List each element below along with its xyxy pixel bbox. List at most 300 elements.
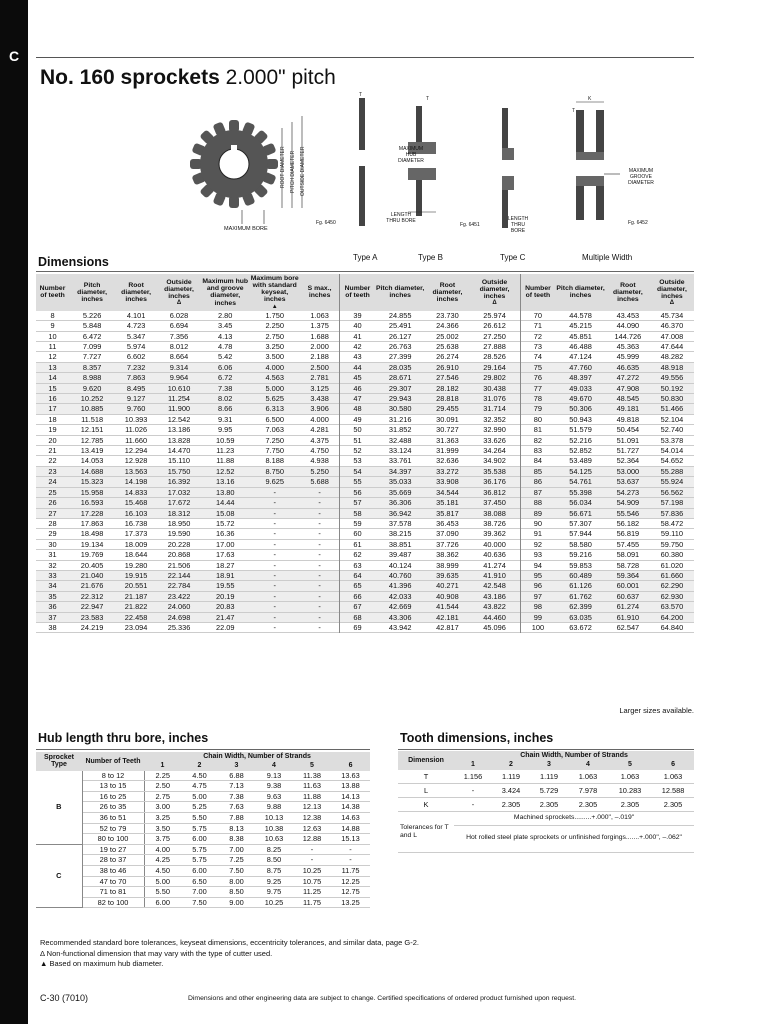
dimensions-cell: 32.352 [483,414,506,424]
dimensions-cell: 57 [340,498,375,508]
dimensions-cell: 7.099 [82,342,102,352]
dimensions-cell: 7.356 [169,331,189,341]
th-strand: 3 [530,760,568,769]
teeth-range-cell: 38 to 46 [82,866,144,877]
dimensions-cell: 40.271 [436,581,459,591]
dimensions-cell: 9 [50,321,55,331]
dimensions-cell: 76 [520,373,555,383]
hub-length-cell: 5.00 [144,876,181,887]
dimensions-cell: 31.714 [483,404,506,414]
dimensions-cell: 55.288 [660,466,684,476]
th-bore-a [249,274,300,311]
dimensions-cell: 43.942 [388,622,412,632]
dimensions-cell: 22 [48,456,57,466]
hub-length-cell: 2.25 [144,771,181,781]
max-bore-label: MAXIMUM BORE [224,226,268,232]
dimensions-cell: 54.909 [616,498,640,508]
dimensions-cell: 23 [48,466,57,476]
dimensions-cell: 13.419 [80,446,104,456]
dimensions-row [36,446,694,456]
dimensions-cell: 92 [520,539,555,549]
dimensions-cell: 6.72 [218,373,233,383]
dimensions-row [36,550,694,560]
dimensions-cell: 31.216 [388,414,412,424]
dimensions-cell: 22.09 [215,622,235,632]
dimensions-cell: 43.186 [483,591,506,601]
dimensions-cell: 19.769 [80,550,104,560]
tooth-value-cell: 1.156 [454,770,492,784]
dimensions-cell: 54 [340,466,375,476]
dimensions-cell: - [273,498,276,508]
dimensions-cell: 50.192 [660,383,684,393]
dimensions-cell: - [318,612,321,622]
dimensions-cell: 42 [340,342,375,352]
dimensions-cell: 58.472 [660,518,684,528]
dimensions-cell: - [273,612,276,622]
dimensions-cell: 54.014 [660,446,684,456]
dimensions-row [36,539,694,549]
hub-length-cell: 9.25 [255,876,293,887]
dimensions-cell: 8.357 [82,362,102,372]
dimensions-cell: 16.593 [80,498,104,508]
hub-length-cell: 8.75 [255,866,293,877]
dimensions-cell: 55.398 [569,487,592,497]
max-groove-diameter-label: MAXIMUM GROOVE DIAMETER [628,168,654,186]
dimensions-cell: 27.399 [388,352,412,362]
dimensions-cell: - [273,529,276,539]
dimensions-cell: 16.103 [124,508,148,518]
tooth-value-cell: 1.119 [492,770,530,784]
dimensions-row [36,498,694,508]
dimensions-row [36,435,694,445]
tooth-value-cell: 12.588 [652,783,694,797]
dimensions-cell: 43.306 [388,612,412,622]
dimensions-cell: 48.918 [660,362,684,372]
dimensions-cell: 94 [520,560,555,570]
hub-length-cell: 7.13 [218,781,255,792]
dimensions-cell: 42.548 [483,581,506,591]
hub-row [36,802,370,813]
dimensions-cell: 31.852 [388,425,412,435]
tooth-value-cell: 3.424 [492,783,530,797]
dimensions-cell: 9.760 [126,404,146,414]
dimensions-cell: 45.851 [569,331,592,341]
dimensions-cell: 48 [340,404,375,414]
dimensions-cell: 34.902 [483,456,506,466]
dimensions-cell: 29.802 [483,373,506,383]
dimensions-cell: 7.063 [265,425,284,435]
tooth-value-cell: 2.305 [652,797,694,811]
dimensions-cell: 32.488 [388,435,412,445]
dimensions-cell: 70 [520,311,555,321]
dimensions-cell: 75 [520,362,555,372]
dimensions-cell: 16.392 [167,477,191,487]
dimensions-cell: 98 [520,602,555,612]
tooth-row [398,783,694,797]
dimensions-cell: 3.250 [265,342,284,352]
dimensions-cell: 27.546 [436,373,459,383]
dimensions-cell: 10.252 [80,394,104,404]
dimensions-cell: 49.181 [616,404,640,414]
hub-length-cell: 12.63 [293,823,331,834]
dimensions-cell: 59 [340,518,375,528]
hub-length-cell: - [293,844,331,855]
th-bore-a-text: Maximum bore with standard keyseat, inches [250,275,299,304]
dimensions-cell: 30.438 [483,383,506,393]
hub-length-cell: 5.25 [181,802,218,813]
dimensions-cell: 4.750 [310,446,329,456]
dimensions-cell: 10.885 [80,404,104,414]
dimensions-cell: 54.273 [616,487,640,497]
dimensions-row [36,581,694,591]
dimensions-cell: 17.373 [124,529,148,539]
sprocket-type-cell: B [36,771,82,845]
dimensions-cell: 99 [520,612,555,622]
dimensions-cell: 14.053 [80,456,104,466]
t-label-c: T [572,108,576,114]
dimensions-cell: - [318,591,321,601]
dimension-name-cell: T [398,770,454,784]
hub-length-cell: 13.88 [331,781,370,792]
dimensions-cell: 4.723 [126,321,146,331]
dimensions-cell: 33.272 [436,466,459,476]
dimensions-cell: 77 [520,383,555,393]
dimension-name-cell: K [398,797,454,811]
dimensions-cell: 40.124 [388,560,412,570]
dimensions-cell: 85 [520,466,555,476]
th-teeth-a: Number of teeth [39,285,66,300]
dimensions-cell: 25.002 [436,331,459,341]
dimensions-cell: 30.580 [388,404,412,414]
dimensions-cell: 11.518 [81,414,104,424]
dimensions-cell: 57.836 [660,508,684,518]
dimensions-cell: 88 [520,498,555,508]
length-thru-bore-label-b: LENGTH THRU BORE [386,212,416,224]
dimensions-cell: 28.526 [483,352,506,362]
dimensions-cell: 18.644 [124,550,148,560]
dimensions-cell: 63.570 [660,602,684,612]
dimensions-cell: 60.001 [616,581,640,591]
dimensions-cell: 23.583 [80,612,104,622]
max-hub-diameter-label: MAXIMUM HUB DIAMETER [398,146,424,164]
dimensions-cell: 63.672 [569,622,592,632]
tooth-value-cell: 1.063 [568,770,608,784]
dimensions-cell: 29 [48,529,57,539]
triangle-mark: ▲ [271,303,278,310]
dimensions-cell: 1.750 [265,310,284,320]
tolerance-row [398,811,694,825]
dimensions-cell: 65 [340,581,375,591]
dimensions-row [36,612,694,622]
dimensions-cell: 14.198 [124,477,148,487]
dimensions-row [36,487,694,497]
sprocket-type-cell: C [36,844,82,908]
dimensions-cell: 8 [50,310,55,320]
dimensions-table [36,274,694,633]
dimensions-cell: 61.660 [660,570,684,580]
dimensions-cell: 64.200 [660,612,684,622]
dimensions-cell: 61.274 [616,602,640,612]
dimensions-cell: 144.726 [614,331,642,341]
t-label-b: T [426,96,430,102]
dimensions-cell: 17.63 [215,550,235,560]
teeth-range-cell: 16 to 25 [82,791,144,802]
hub-length-cell: 10.63 [255,834,293,845]
dimensions-cell: 5.42 [218,352,233,362]
hub-row [36,855,370,866]
figure-type-b [346,90,506,250]
type-b-caption: Type B [418,253,443,262]
footnote-delta: Δ Non-functional dimension that may vary with the type of cutter used. [40,948,273,958]
tooth-value-cell: 1.119 [530,770,568,784]
dimensions-cell: 8.188 [265,456,284,466]
dimensions-cell: 8.02 [218,394,233,404]
dimensions-cell: 83 [520,446,555,456]
dimensions-cell: 50.943 [569,414,592,424]
th-outside-b-text: Outside diameter, inches [479,278,510,300]
dimensions-cell: 42.181 [436,612,459,622]
dimensions-cell: 35.669 [388,487,412,497]
dimensions-row [36,383,694,393]
hub-row [36,866,370,877]
dimensions-cell: 5.347 [126,331,146,341]
hub-header-row [36,752,370,761]
dimensions-cell: 48.545 [616,394,640,404]
dimensions-cell: 26.274 [436,352,459,362]
fig-6450-label: Fg. 6450 [316,220,336,226]
dimensions-cell: 97 [520,591,555,601]
hub-row [36,771,370,781]
teeth-range-cell: 13 to 15 [82,781,144,792]
dimensions-cell: - [318,487,321,497]
dimensions-cell: 10 [48,331,57,341]
dimensions-cell: 50.830 [660,394,684,404]
hub-length-cell: 11.88 [293,791,331,802]
disclaimer: Dimensions and other engineering data are subject to change. Certified specifications of ordered product furnished upon request. [188,995,577,1002]
dimensions-cell: 61.762 [569,591,592,601]
tolerance-label: Tolerances for T and L [398,811,454,852]
hub-length-cell: 5.50 [144,887,181,898]
dimensions-cell: 52.740 [660,425,684,435]
dimensions-cell: 62.399 [569,602,592,612]
th-root-b: Root diameter, inches [432,281,463,303]
dimensions-cell: 49 [340,414,375,424]
dimensions-cell: 86 [520,477,555,487]
dimensions-cell: 44.090 [616,321,640,331]
dimensions-cell: 8.988 [82,373,102,383]
dimensions-cell: 2.500 [310,362,329,372]
dimensions-cell: 57.455 [616,539,640,549]
dimensions-cell: 40.760 [388,570,412,580]
dimensions-cell: 28.671 [388,373,412,383]
dimensions-row [36,591,694,601]
hub-length-cell: 7.50 [181,897,218,908]
dimensions-cell: 46.488 [569,342,592,352]
hub-length-cell: 7.63 [218,802,255,813]
dimensions-cell: 37.090 [436,529,459,539]
dimensions-cell: 42.817 [436,622,459,632]
th-number-of-teeth: Number of Teeth [82,752,144,771]
dimensions-cell: 49.033 [569,383,592,393]
dimensions-cell: 18.91 [215,570,235,580]
dimensions-cell: 24.060 [167,602,191,612]
dimensions-cell: 49.556 [660,373,684,383]
hub-length-cell: 10.25 [293,866,331,877]
hub-length-cell: 2.75 [144,791,181,802]
dimensions-cell: 42.669 [388,602,412,612]
dimensions-cell: 13 [48,362,57,372]
dimensions-cell: 62.290 [660,581,684,591]
th-sprocket-type: Sprocket Type [36,752,82,771]
dimensions-cell: 18 [48,414,57,424]
hub-length-cell: 3.00 [144,802,181,813]
tooth-value-cell: 2.305 [568,797,608,811]
dimensions-cell: 7.750 [265,446,284,456]
footnote-bore: Recommended standard bore tolerances, keyseat dimensions, eccentricity tolerances, and similar data, page G-2. [40,938,419,947]
dimensions-cell: - [273,581,276,591]
t-label-a: T [359,92,363,98]
tooth-row [398,770,694,784]
dimensions-cell: - [318,529,321,539]
dimensions-cell: 21.506 [167,560,191,570]
dimensions-cell: 1.688 [310,331,329,341]
hub-length-cell: 5.00 [181,791,218,802]
dimensions-cell: 21.822 [124,602,148,612]
th-tooth-chain-width: Chain Width, Number of Strands [454,751,694,760]
th-outside-a [157,274,201,311]
th-dimension: Dimension [398,751,454,770]
teeth-range-cell: 71 to 81 [82,887,144,898]
dimensions-cell: 54.761 [569,477,592,487]
hub-length-cell: 8.13 [218,823,255,834]
dimensions-cell: 37.450 [483,498,506,508]
dimensions-cell: 58.091 [616,550,640,560]
dimensions-cell: 9.31 [218,414,233,424]
dimensions-cell: 20.83 [215,602,235,612]
dimensions-cell: 58 [340,508,375,518]
hub-length-cell: 6.00 [181,834,218,845]
dimensions-cell: - [318,570,321,580]
hub-length-cell: 10.25 [255,897,293,908]
dimensions-cell: 43.822 [483,602,506,612]
tooth-value-cell: - [454,797,492,811]
tooth-value-cell: 2.305 [608,797,652,811]
dimensions-cell: 13.828 [167,435,191,445]
footnotes [40,938,419,970]
hub-length-cell: 13.63 [331,771,370,781]
dimensions-cell: - [273,550,276,560]
dimensions-cell: 51.579 [569,425,592,435]
dimensions-cell: 54.125 [569,466,592,476]
dimensions-cell: 51 [340,435,375,445]
hub-length-cell: 12.75 [331,887,370,898]
dimensions-cell: 1.063 [310,310,329,320]
th-s-a: S max., inches [307,285,332,300]
dimensions-cell: 50.306 [569,404,592,414]
dimensions-cell: 52.852 [569,446,592,456]
hub-length-cell: - [293,855,331,866]
teeth-range-cell: 47 to 70 [82,876,144,887]
tooth-value-cell: - [454,783,492,797]
dimensions-cell: 23.094 [124,622,148,632]
dimensions-body [36,311,694,633]
dimensions-cell: 16 [48,394,57,404]
hub-length-cell: 5.50 [181,813,218,824]
tooth-value-cell: 1.063 [608,770,652,784]
figure-type-c [502,96,672,246]
tooth-value-cell: 2.305 [530,797,568,811]
tooth-dimensions-table [398,751,694,853]
dimensions-cell: 19.280 [124,560,148,570]
dimensions-cell: 89 [520,508,555,518]
dimensions-cell: 49.818 [616,414,640,424]
dimensions-row [36,622,694,632]
hub-length-cell: 5.75 [181,844,218,855]
dimensions-cell: - [318,622,321,632]
dimensions-cell: 71 [520,321,555,331]
dimensions-cell: 35.033 [388,477,412,487]
dimensions-cell: 10.610 [167,383,191,393]
dimensions-cell: 30.727 [436,425,459,435]
dimensions-row [36,362,694,372]
dimensions-cell: 47.272 [616,373,640,383]
th-strand: 5 [293,761,331,770]
hub-length-cell: 3.50 [144,823,181,834]
th-strand: 6 [652,760,694,769]
dimensions-row [36,321,694,331]
dimensions-cell: 2.781 [310,373,329,383]
dimensions-cell: 43.453 [616,310,640,320]
dimensions-cell: 58.728 [616,560,640,570]
dimensions-cell: 64 [340,570,375,580]
hub-length-cell: 8.00 [218,876,255,887]
dimensions-cell: 49.670 [569,394,592,404]
dimensions-cell: 60 [340,529,375,539]
dimensions-cell: 33.908 [436,477,459,487]
teeth-range-cell: 80 to 100 [82,834,144,845]
hub-row [36,823,370,834]
dimensions-cell: 12.928 [124,456,148,466]
dimensions-cell: - [273,570,276,580]
dimensions-cell: 82 [520,435,555,445]
dimensions-cell: 56.562 [660,487,684,497]
dimensions-cell: 26.763 [388,342,412,352]
dimensions-cell: 14.470 [167,446,191,456]
dimensions-cell: 67 [340,602,375,612]
dimensions-cell: 5.625 [265,394,284,404]
dimensions-cell: 59.853 [569,560,592,570]
dimensions-cell: 78 [520,394,555,404]
dimensions-cell: 28.818 [436,394,459,404]
dimensions-cell: 41.396 [388,581,412,591]
dimensions-cell: 5.250 [310,466,329,476]
dimensions-cell: 3.125 [310,383,329,393]
dimensions-cell: 12.542 [167,414,191,424]
hub-length-cell: 4.50 [181,771,218,781]
dimensions-cell: 36.942 [388,508,412,518]
hub-length-cell: 4.50 [144,866,181,877]
hub-length-cell: 6.00 [181,866,218,877]
root-diameter-label: ROOT DIAMETER [280,146,286,188]
dimensions-cell: 8.495 [126,383,146,393]
dimensions-row [36,602,694,612]
dimensions-cell: - [273,518,276,528]
dimensions-cell: 29.307 [388,383,412,393]
hub-row [36,813,370,824]
dimensions-cell: 6.028 [169,310,189,320]
page-title [40,66,336,90]
dimensions-cell: 19 [48,425,57,435]
